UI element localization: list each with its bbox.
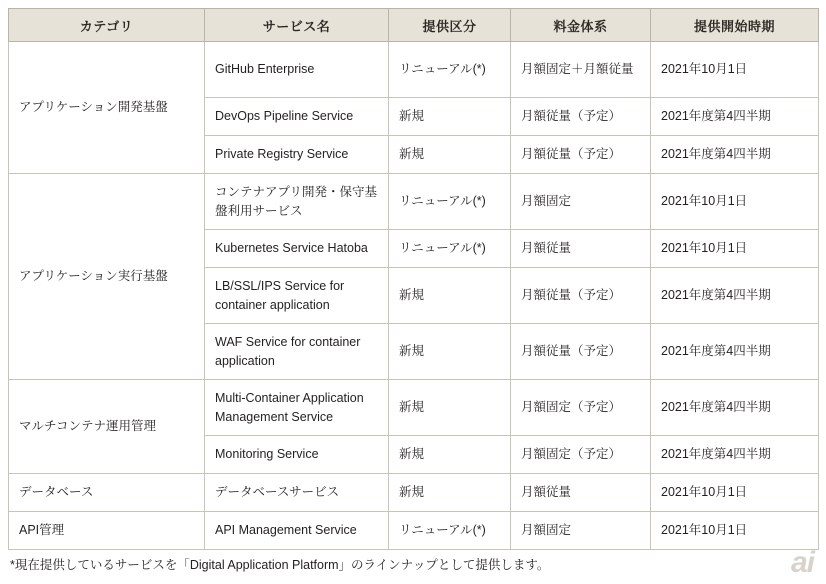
table-row [9,42,819,98]
cell-pricing: 月額従量（予定） [511,324,651,380]
cell-start-date: 2021年度第4四半期 [651,380,819,436]
cell-offering-type: リニューアル(*) [389,42,511,98]
cell-start-date: 2021年10月1日 [651,512,819,550]
cell-service-name: API Management Service [205,512,389,550]
header-row [9,9,819,42]
cell-start-date: 2021年10月1日 [651,474,819,512]
cell-category: アプリケーション実行基盤 [9,174,205,380]
cell-offering-type: リニューアル(*) [389,174,511,230]
cell-offering-type: 新規 [389,436,511,474]
cell-service-name: Monitoring Service [205,436,389,474]
cell-pricing: 月額固定 [511,174,651,230]
cell-offering-type: 新規 [389,268,511,324]
table-row [9,512,819,550]
cell-category: アプリケーション開発基盤 [9,42,205,174]
header-service-name: サービス名 [205,9,389,42]
table-body [9,42,819,550]
cell-service-name: データベースサービス [205,474,389,512]
cell-pricing: 月額従量（予定） [511,98,651,136]
cell-pricing: 月額従量 [511,474,651,512]
cell-start-date: 2021年10月1日 [651,230,819,268]
cell-pricing: 月額固定 [511,512,651,550]
cell-offering-type: 新規 [389,136,511,174]
header-start-date: 提供開始時期 [651,9,819,42]
cell-service-name: コンテナアプリ開発・保守基盤利用サービス [205,174,389,230]
service-lineup-sheet [8,8,818,550]
cell-start-date: 2021年度第4四半期 [651,136,819,174]
table-row [9,174,819,230]
cell-category: マルチコンテナ運用管理 [9,380,205,474]
cell-pricing: 月額従量 [511,230,651,268]
cell-offering-type: 新規 [389,98,511,136]
cell-offering-type: 新規 [389,380,511,436]
cell-service-name: LB/SSL/IPS Service for container application [205,268,389,324]
watermark-text: ai [790,546,814,579]
cell-service-name: WAF Service for container application [205,324,389,380]
cell-start-date: 2021年度第4四半期 [651,436,819,474]
cell-start-date: 2021年10月1日 [651,174,819,230]
cell-offering-type: リニューアル(*) [389,512,511,550]
header-pricing: 料金体系 [511,9,651,42]
cell-category: API管理 [9,512,205,550]
cell-pricing: 月額固定（予定） [511,436,651,474]
table-row [9,380,819,436]
table-row [9,474,819,512]
table-header [9,9,819,42]
header-offering-type: 提供区分 [389,9,511,42]
cell-pricing: 月額固定＋月額従量 [511,42,651,98]
cell-service-name: GitHub Enterprise [205,42,389,98]
watermark-logo [791,548,814,578]
cell-service-name: Kubernetes Service Hatoba [205,230,389,268]
cell-pricing: 月額従量（予定） [511,268,651,324]
cell-service-name: DevOps Pipeline Service [205,98,389,136]
service-lineup-table [8,8,819,550]
footnote: *現在提供しているサービスを「Digital Application Platform」のラインナップとして提供します。 [10,558,550,572]
cell-offering-type: リニューアル(*) [389,230,511,268]
cell-category: データベース [9,474,205,512]
cell-start-date: 2021年度第4四半期 [651,324,819,380]
cell-start-date: 2021年度第4四半期 [651,268,819,324]
cell-start-date: 2021年10月1日 [651,42,819,98]
cell-offering-type: 新規 [389,474,511,512]
header-category: カテゴリ [9,9,205,42]
cell-start-date: 2021年度第4四半期 [651,98,819,136]
cell-offering-type: 新規 [389,324,511,380]
cell-service-name: Private Registry Service [205,136,389,174]
cell-pricing: 月額固定（予定） [511,380,651,436]
cell-pricing: 月額従量（予定） [511,136,651,174]
cell-service-name: Multi-Container Application Management Service [205,380,389,436]
